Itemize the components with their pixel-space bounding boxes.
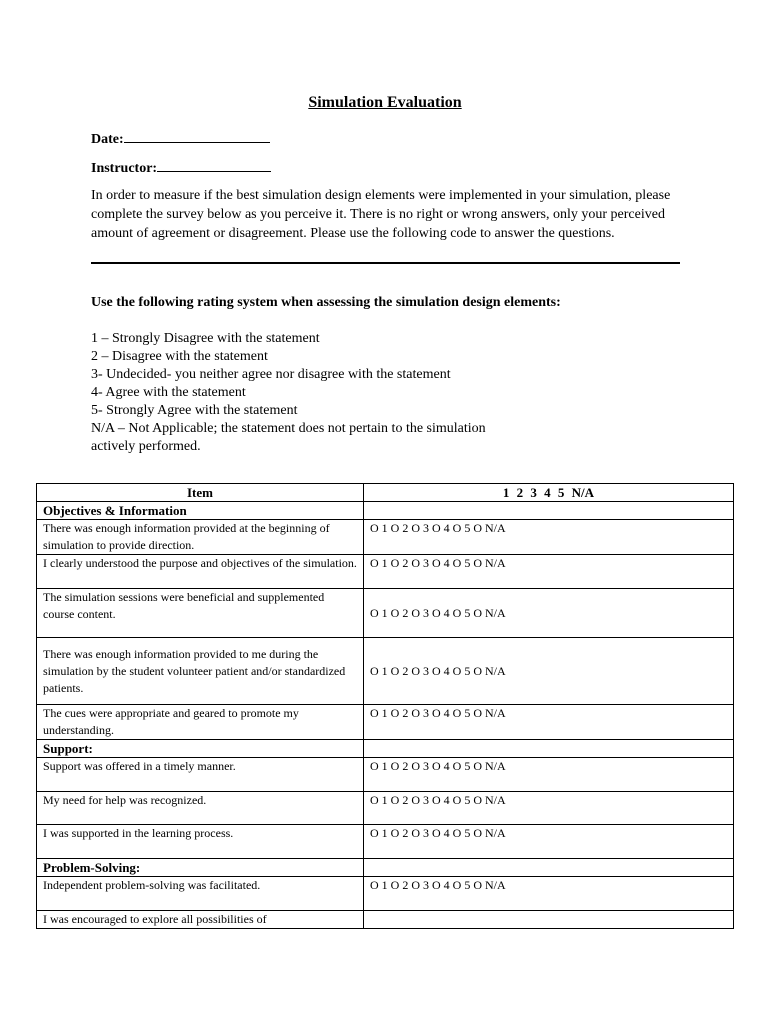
scale-item: N/A – Not Applicable; the statement does not pertain to the simulation [91,421,486,436]
section-row [37,502,734,520]
divider [91,262,680,264]
table-row [37,792,734,825]
instructor-blank-line[interactable] [157,157,271,172]
rating-scale-list [91,330,531,456]
scale-item: actively performed. [91,439,201,454]
table-row [37,825,734,859]
date-label: Date: [91,132,124,147]
rating-options[interactable]: O 1 O 2 O 3 O 4 O 5 O N/A [364,705,734,740]
section-row [37,740,734,758]
table-row [37,520,734,555]
section-objectives: Objectives & Information [37,502,364,520]
table-row [37,555,734,589]
table-row [37,758,734,792]
rating-options[interactable]: O 1 O 2 O 3 O 4 O 5 O N/A [364,758,734,792]
section-row [37,859,734,877]
scale-item: 4- Agree with the statement [91,385,246,400]
section-problem-solving: Problem-Solving: [37,859,364,877]
item-text: The simulation sessions were beneficial and supplemented course content. [37,589,364,638]
item-column-header: Item [37,484,364,502]
rating-options[interactable]: O 1 O 2 O 3 O 4 O 5 O N/A [364,589,734,638]
item-text: I was encouraged to explore all possibilities of [37,911,364,929]
scale-item: 3- Undecided- you neither agree nor disagree with the statement [91,367,451,382]
scale-column-header: 1 2 3 4 5 N/A [364,484,734,502]
page-title: Simulation Evaluation [308,94,462,111]
table-row [37,589,734,638]
table-row [37,705,734,740]
table-row [37,877,734,911]
table-header-row [37,484,734,502]
instructor-field [91,157,271,177]
section-support: Support: [37,740,364,758]
intro-paragraph: In order to measure if the best simulation design elements were implemented in your simulation, please complete the survey below as you perceive it. There is no right or wrong answers, only your perceived amount of agreement or disagreement. Please use the following code to answer the questions. [91,188,671,241]
rating-options[interactable]: O 1 O 2 O 3 O 4 O 5 O N/A [364,555,734,589]
instructor-label: Instructor: [91,161,158,176]
scale-item: 1 – Strongly Disagree with the statement [91,331,320,346]
item-text: My need for help was recognized. [37,792,364,825]
rating-options[interactable]: O 1 O 2 O 3 O 4 O 5 O N/A [364,520,734,555]
item-text: I was supported in the learning process. [37,825,364,859]
rating-options[interactable]: O 1 O 2 O 3 O 4 O 5 O N/A [364,877,734,911]
scale-item: 2 – Disagree with the statement [91,349,268,364]
rating-options[interactable]: O 1 O 2 O 3 O 4 O 5 O N/A [364,825,734,859]
table-row [37,911,734,929]
item-text: There was enough information provided at the beginning of simulation to provide direction. [37,520,364,555]
item-text: Support was offered in a timely manner. [37,758,364,792]
item-text: I clearly understood the purpose and objectives of the simulation. [37,555,364,589]
item-text: The cues were appropriate and geared to promote my understanding. [37,705,364,740]
rating-options[interactable]: O 1 O 2 O 3 O 4 O 5 O N/A [364,638,734,705]
date-blank-line[interactable] [124,128,270,143]
item-text: Independent problem-solving was facilitated. [37,877,364,911]
rating-options[interactable]: O 1 O 2 O 3 O 4 O 5 O N/A [364,792,734,825]
table-row [37,638,734,705]
item-text: There was enough information provided to me during the simulation by the student volunteer patient and/or standardized patients. [37,638,364,705]
scale-item: 5- Strongly Agree with the statement [91,403,298,418]
date-field [91,128,270,148]
survey-table [36,483,734,929]
rating-heading: Use the following rating system when assessing the simulation design elements: [91,295,561,310]
